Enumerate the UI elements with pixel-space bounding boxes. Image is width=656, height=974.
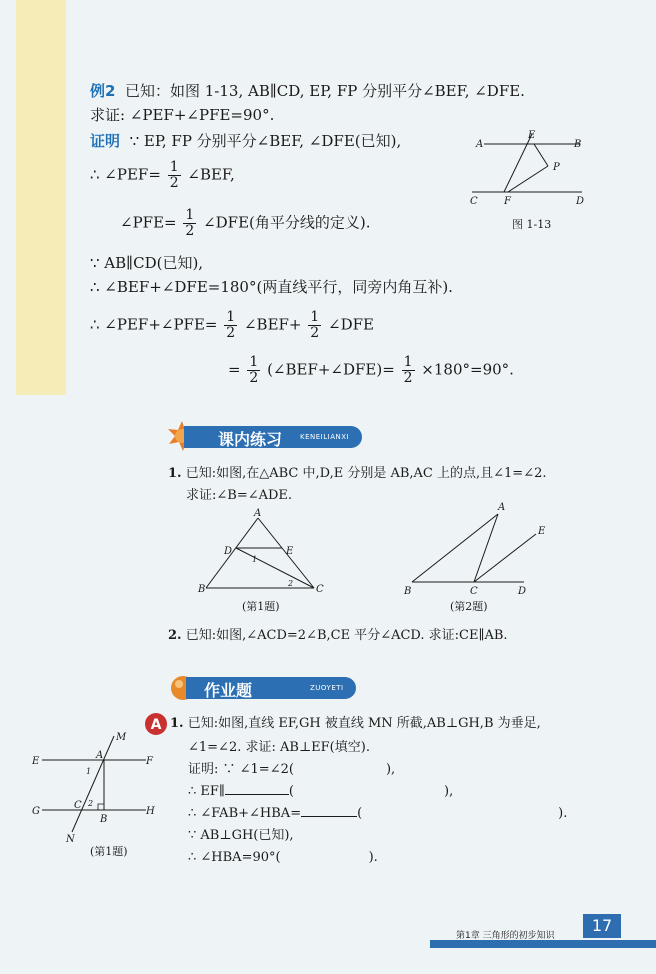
proof-line-1 xyxy=(90,132,401,150)
practice-figure-2 xyxy=(398,498,558,616)
homework-proof-5 xyxy=(188,850,378,866)
pfig1-label-A: A xyxy=(254,508,262,519)
pfig1-label-1: 1 xyxy=(252,555,258,564)
homework-proof-2-text: ∴ EF∥ xyxy=(188,784,225,799)
homework-proof-2-end: ), xyxy=(444,784,454,799)
proof-line-7-pre: = xyxy=(228,360,241,379)
practice-q1-prove: 求证:∠B=∠ADE. xyxy=(186,488,293,503)
frac-den: 2 xyxy=(249,370,259,386)
pfig2-caption: (第2题) xyxy=(450,600,488,613)
homework-proof-3-mid: ( xyxy=(357,806,363,821)
proof-line-4: ∵ AB∥CD(已知), xyxy=(90,254,204,272)
homework-proof-3 xyxy=(188,806,567,822)
homework-q1-text2: ∠1=∠2. 求证: AB⊥EF(填空). xyxy=(188,740,370,755)
proof-line-7-mid: (∠BEF+∠DFE)= xyxy=(267,360,395,379)
footer-bar xyxy=(430,940,656,948)
fill-blank-4[interactable] xyxy=(301,816,357,817)
hfig-label-B: B xyxy=(100,814,108,825)
fig-label-A: A xyxy=(476,139,484,150)
practice-subtitle: KENEILIANXI xyxy=(300,433,350,441)
practice-q2 xyxy=(168,628,508,644)
frac-num: 1 xyxy=(185,207,195,223)
frac-den: 2 xyxy=(226,325,236,341)
homework-q1 xyxy=(170,716,541,732)
figure-caption: 图 1-13 xyxy=(512,218,552,231)
hfig-label-1: 1 xyxy=(86,767,92,776)
pfig2-label-B: B xyxy=(404,586,412,597)
fig-label-P: P xyxy=(553,162,560,173)
proof-line-3 xyxy=(120,208,371,239)
proof-line-6 xyxy=(90,310,374,341)
fig-label-D: D xyxy=(576,196,585,207)
practice-q2-text: 已知:如图,∠ACD=2∠B,CE 平分∠ACD. 求证:CE∥AB. xyxy=(185,628,508,643)
frac-num: 1 xyxy=(169,159,179,175)
level-a-letter: A xyxy=(150,717,162,733)
pfig1-label-E: E xyxy=(286,546,294,557)
frac-den: 2 xyxy=(169,175,179,191)
fill-blank-2[interactable] xyxy=(225,794,289,795)
hfig-label-A: A xyxy=(96,750,104,761)
homework-banner xyxy=(186,677,356,699)
pfig2-label-E: E xyxy=(538,526,546,537)
footer-chapter: 第1章 三角形的初步知识 xyxy=(456,931,555,941)
frac-num: 1 xyxy=(226,309,236,325)
practice-title: 课内练习 xyxy=(218,430,283,449)
example-given: 已知：如图 1-13, AB∥CD, EP, FP 分别平分∠BEF, ∠DFE. xyxy=(124,82,525,100)
fraction-half xyxy=(224,310,237,341)
pfig1-label-D: D xyxy=(224,546,233,557)
proof-line-3-pre: ∠PFE= xyxy=(120,213,177,232)
proof-line-2-pre: ∴ ∠PEF= xyxy=(90,165,161,184)
frac-den: 2 xyxy=(310,325,320,341)
pfig1-label-B: B xyxy=(198,584,206,595)
page-footer xyxy=(0,912,656,942)
pfig1-caption: (第1题) xyxy=(242,600,280,613)
homework-proof-1-end: ), xyxy=(385,762,396,777)
homework-proof-3-text: ∴ ∠FAB+∠HBA= xyxy=(188,806,302,821)
fig-label-F: F xyxy=(504,196,511,207)
hfig-label-N: N xyxy=(66,834,75,845)
pfig1-label-C: C xyxy=(316,584,324,595)
hfig-label-C: C xyxy=(74,800,82,811)
page-number: 17 xyxy=(583,914,621,938)
frac-num: 1 xyxy=(403,354,413,370)
fig-label-E: E xyxy=(528,130,536,141)
pfig2-label-A: A xyxy=(498,502,506,513)
hfig-label-G: G xyxy=(32,806,40,817)
pfig1-label-2: 2 xyxy=(288,579,294,588)
proof-line-5: ∴ ∠BEF+∠DFE=180°(两直线平行，同旁内角互补). xyxy=(90,278,453,296)
proof-line-6-mid: ∠BEF+ xyxy=(243,315,302,334)
homework-subtitle: ZUOYETI xyxy=(310,684,344,692)
figure-1-13 xyxy=(470,126,590,236)
hfig-label-2: 2 xyxy=(88,799,94,808)
example-prove: 求证: ∠PEF+∠PFE=90°. xyxy=(90,106,275,124)
practice-banner xyxy=(184,426,362,448)
homework-q1-text: 已知:如图,直线 EF,GH 被直线 MN 所截,AB⊥GH,B 为垂足, xyxy=(187,716,541,731)
homework-proof-2 xyxy=(188,784,453,800)
fraction-half xyxy=(402,355,415,386)
example-label: 例2 xyxy=(90,82,116,100)
frac-num: 1 xyxy=(310,309,320,325)
proof-line-3-post: ∠DFE(角平分线的定义). xyxy=(203,213,371,232)
practice-q2-num: 2. xyxy=(168,628,182,643)
hfig-caption: (第1题) xyxy=(90,845,128,858)
proof-line-2 xyxy=(90,160,235,191)
homework-q1-num: 1. xyxy=(170,716,184,731)
proof-line-1-text: ∵ EP, FP 分别平分∠BEF, ∠DFE(已知), xyxy=(129,132,402,150)
practice-q1-text: 已知:如图,在△ABC 中,D,E 分别是 AB,AC 上的点,且∠1=∠2. xyxy=(185,466,547,481)
proof-label: 证明 xyxy=(90,132,121,150)
pfig2-label-D: D xyxy=(518,586,527,597)
fraction-half xyxy=(168,160,181,191)
practice-q1-num: 1. xyxy=(168,466,182,481)
homework-proof-1 xyxy=(188,762,395,778)
proof-line-2-post: ∠BEF, xyxy=(187,165,235,184)
hfig-label-F: F xyxy=(146,756,153,767)
fraction-half xyxy=(308,310,321,341)
hfig-label-M: M xyxy=(116,732,127,743)
fraction-half xyxy=(247,355,260,386)
homework-proof-5-text: ∴ ∠HBA=90°( xyxy=(188,850,281,865)
pfig2-label-C: C xyxy=(470,586,478,597)
proof-line-7-post: ×180°=90°. xyxy=(421,360,514,379)
homework-title: 作业题 xyxy=(204,681,253,700)
practice-figure-1 xyxy=(196,506,326,616)
practice-q1 xyxy=(168,466,547,482)
example-statement xyxy=(90,82,525,100)
frac-den: 2 xyxy=(403,370,413,386)
frac-num: 1 xyxy=(249,354,259,370)
homework-proof-1-text: 证明: ∵ ∠1=∠2( xyxy=(188,762,294,777)
homework-proof-3-end: ). xyxy=(558,806,568,821)
frac-den: 2 xyxy=(185,223,195,239)
hfig-label-H: H xyxy=(146,806,155,817)
hfig-label-E: E xyxy=(32,756,40,767)
proof-line-6-post: ∠DFE xyxy=(328,315,374,334)
homework-proof-4: ∵ AB⊥GH(已知), xyxy=(188,828,294,843)
homework-proof-5-end: ). xyxy=(368,850,378,865)
homework-proof-2-mid: ( xyxy=(288,784,294,799)
proof-line-6-pre: ∴ ∠PEF+∠PFE= xyxy=(90,315,218,334)
homework-figure-1 xyxy=(28,728,158,858)
fraction-half xyxy=(183,208,196,239)
fig-label-B: B xyxy=(574,139,582,150)
fig-label-C: C xyxy=(470,196,478,207)
proof-line-7 xyxy=(228,355,514,386)
example-highlight-bar xyxy=(16,0,66,395)
